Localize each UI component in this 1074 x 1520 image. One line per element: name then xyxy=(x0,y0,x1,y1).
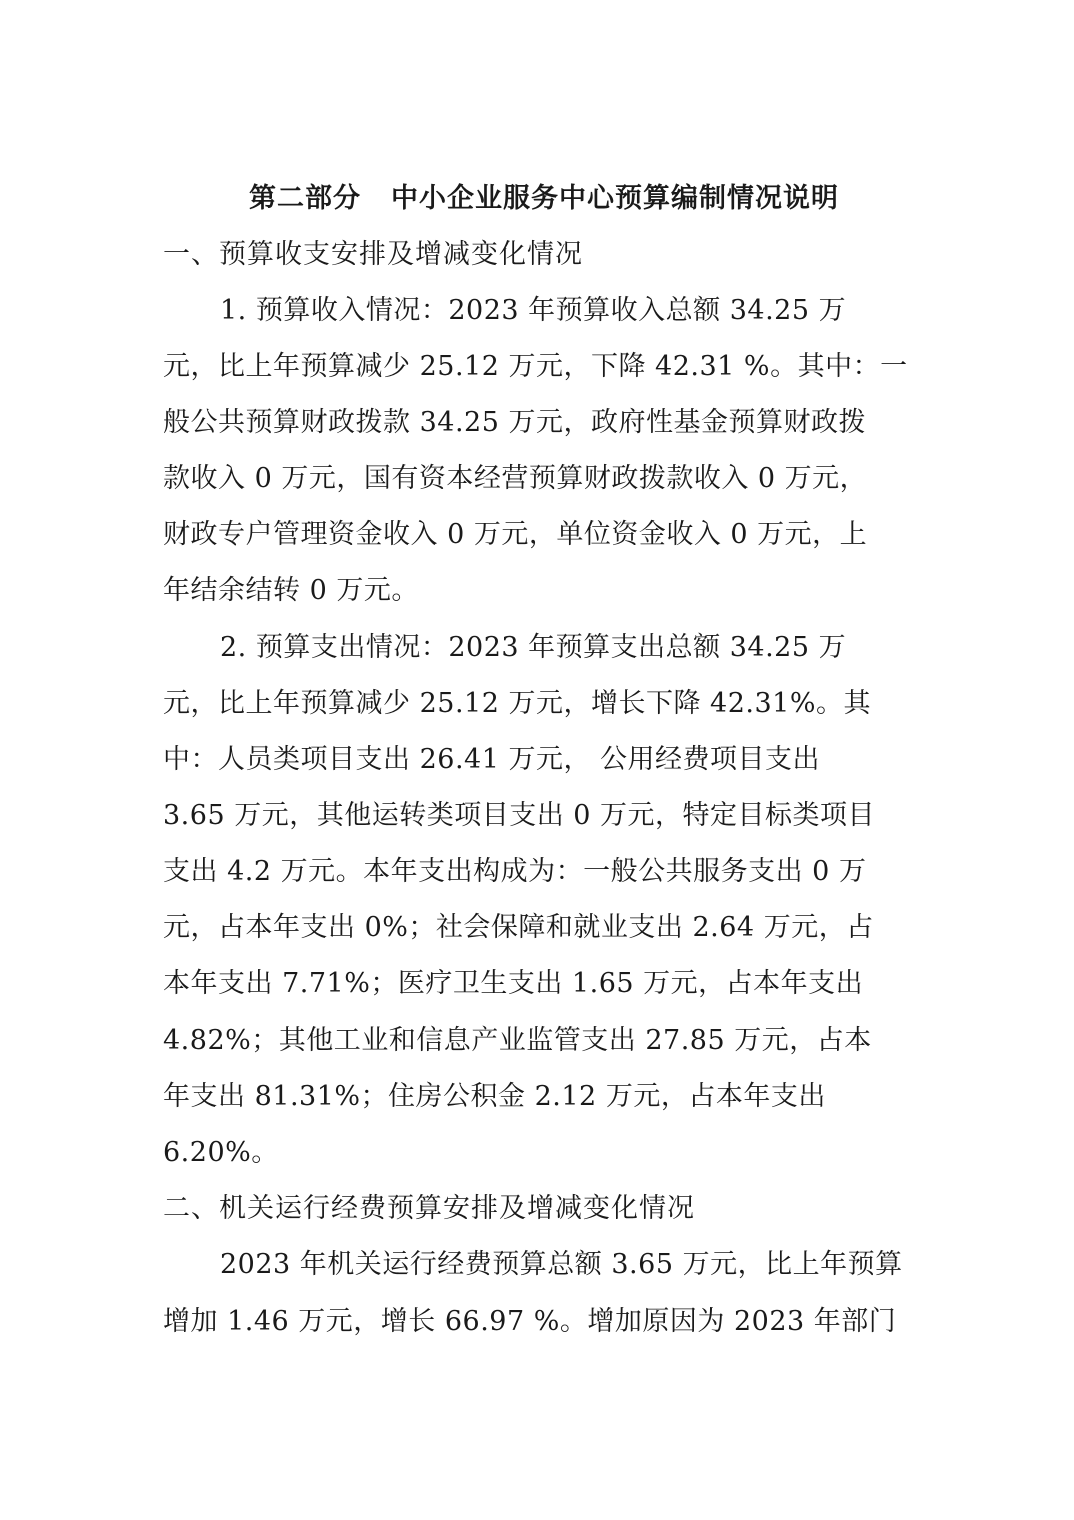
income-line-3: 般公共预算财政拨款 34.25 万元，政府性基金预算财政拨 xyxy=(163,407,866,438)
title-part: 第二部分 xyxy=(249,183,361,214)
expense-line-1: 2. 预算支出情况：2023 年预算支出总额 34.25 万 xyxy=(220,632,847,663)
expense-line-2: 元，比上年预算减少 25.12 万元，增长下降 42.31%。其 xyxy=(163,688,871,719)
expense-line-9: 年支出 81.31%；住房公积金 2.12 万元，占本年支出 xyxy=(163,1081,826,1112)
page-title xyxy=(0,178,1074,220)
expense-line-7: 本年支出 7.71%；医疗卫生支出 1.65 万元，占本年支出 xyxy=(163,968,864,999)
expense-line-4: 3.65 万元，其他运转类项目支出 0 万元，特定目标类项目 xyxy=(163,800,876,831)
income-line-6: 年结余结转 0 万元。 xyxy=(163,575,419,606)
income-line-4: 款收入 0 万元，国有资本经营预算财政拨款收入 0 万元， xyxy=(163,463,868,494)
section1-heading: 一、预算收支安排及增减变化情况 xyxy=(163,239,583,270)
title-name: 中小企业服务中心预算编制情况说明 xyxy=(391,183,839,214)
expense-line-6: 元，占本年支出 0%；社会保障和就业支出 2.64 万元，占 xyxy=(163,912,874,943)
income-line-1: 1. 预算收入情况：2023 年预算收入总额 34.25 万 xyxy=(220,295,847,326)
expense-line-3: 中：人员类项目支出 26.41 万元， 公用经费项目支出 xyxy=(163,744,821,775)
section2-line-2: 增加 1.46 万元，增长 66.97 %。增加原因为 2023 年部门 xyxy=(163,1306,897,1337)
expense-line-5: 支出 4.2 万元。本年支出构成为：一般公共服务支出 0 万 xyxy=(163,856,867,887)
expense-line-10: 6.20%。 xyxy=(163,1137,279,1168)
income-line-2: 元，比上年预算减少 25.12 万元，下降 42.31 %。其中：一 xyxy=(163,351,908,382)
section2-line-1: 2023 年机关运行经费预算总额 3.65 万元，比上年预算 xyxy=(220,1249,903,1280)
section2-heading: 二、机关运行经费预算安排及增减变化情况 xyxy=(163,1193,695,1224)
expense-line-8: 4.82%；其他工业和信息产业监管支出 27.85 万元，占本 xyxy=(163,1025,872,1056)
income-line-5: 财政专户管理资金收入 0 万元，单位资金收入 0 万元，上 xyxy=(163,519,868,550)
